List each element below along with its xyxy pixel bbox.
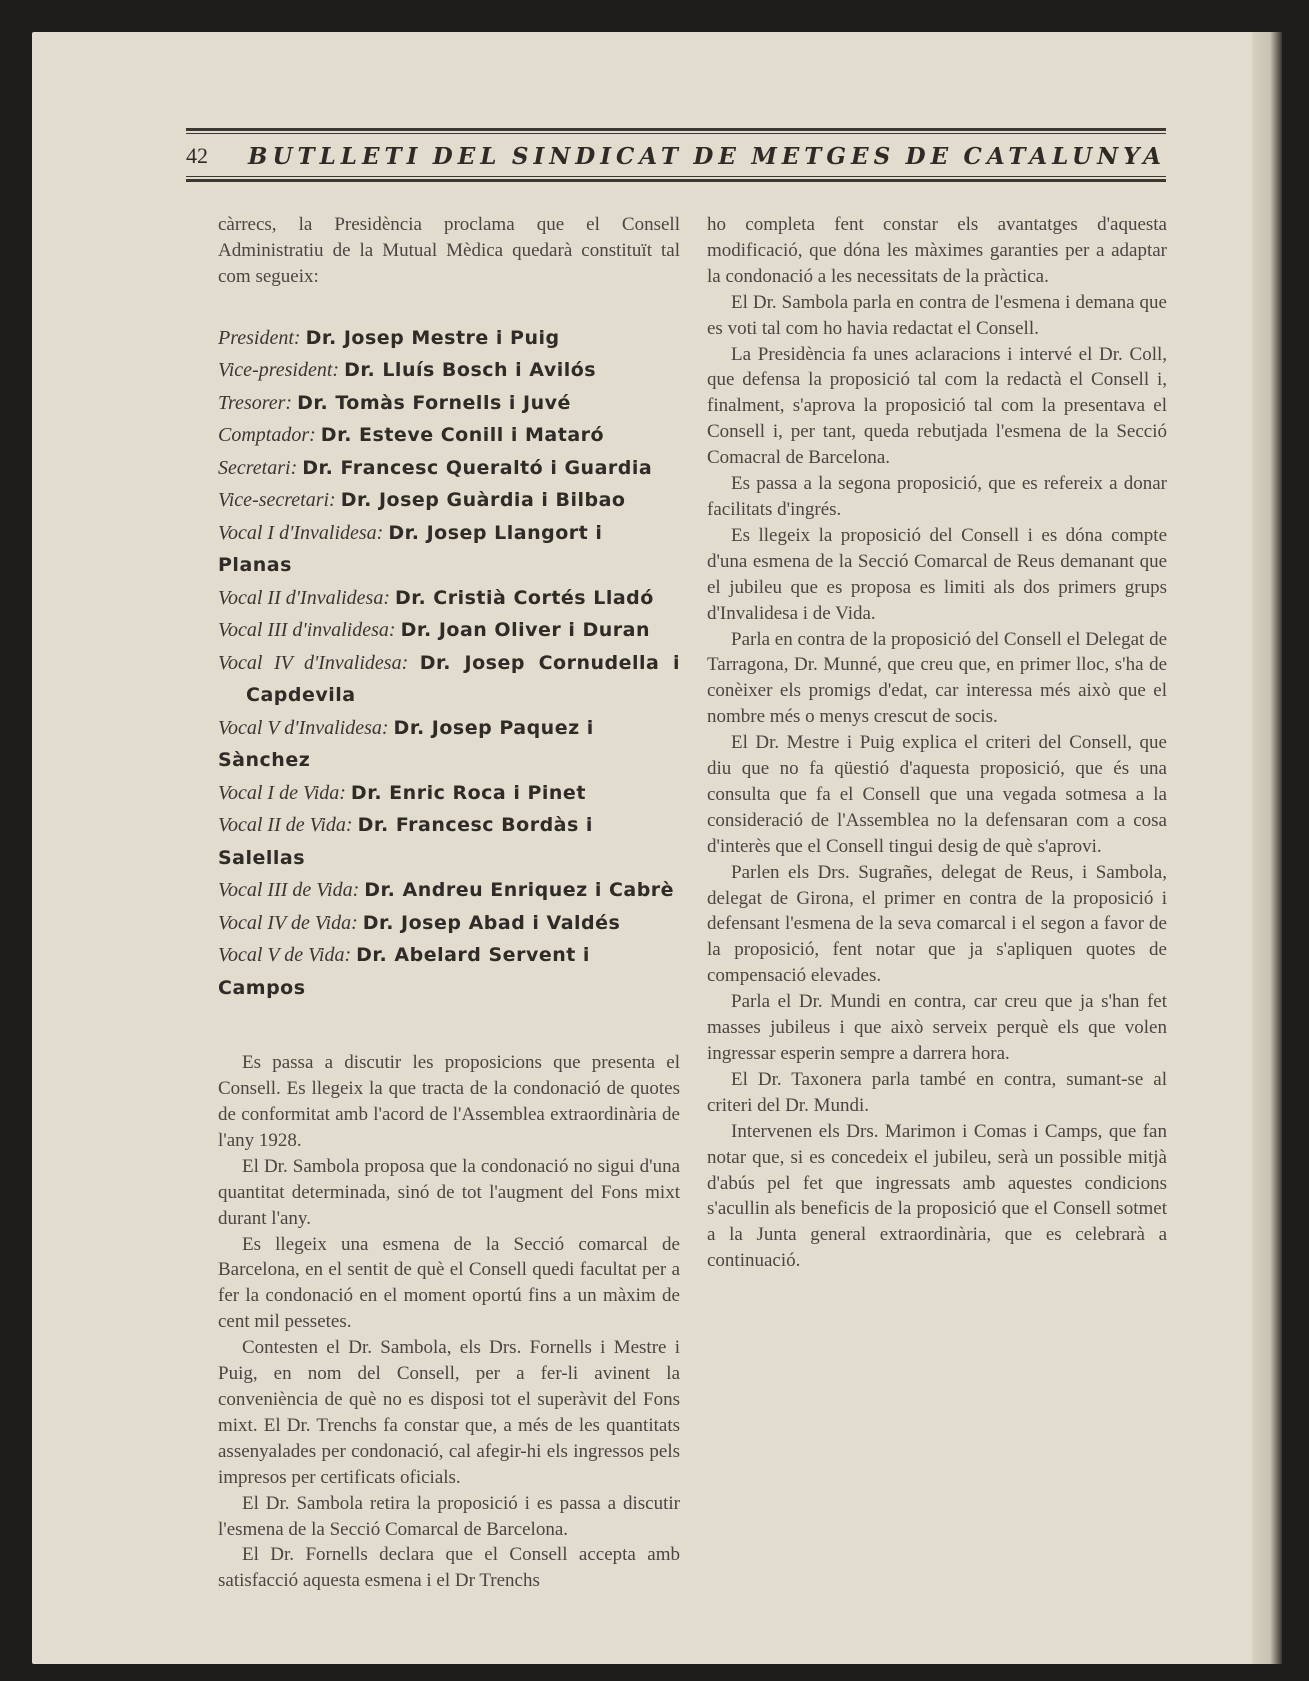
officer-name: Dr. Josep Abad i Valdés (362, 911, 621, 934)
officer-row (218, 452, 680, 485)
officer-role: Secretari: (218, 456, 298, 479)
officer-name: Dr. Enric Roca i Pinet (350, 781, 586, 804)
officer-row (218, 484, 680, 517)
title-word: BUTLLETI (248, 142, 423, 170)
intro-paragraph: càrrecs, la Presidència proclama que el Consell Administratiu de la Mutual Mèdica quedarà constituït tal com segueix: (218, 214, 680, 287)
officer-role: Tresorer: (218, 391, 293, 414)
officer-role: Vocal IV de Vida: (218, 911, 358, 934)
officer-name: Dr. Joan Oliver i Duran (400, 619, 650, 642)
title-word: CATALUNYA (963, 142, 1166, 170)
header-row (186, 140, 1166, 172)
body-paragraph: El Dr. Taxonera parla també en contra, sumant-se al criteri del Dr. Mundi. (707, 1068, 1167, 1116)
officer-role: Vocal II d'Invalidesa: (218, 586, 391, 609)
body-paragraph: El Dr. Fornells declara que el Consell accepta amb satisfacció aquesta esmena i el Dr Trenchs (218, 1544, 680, 1592)
body-paragraph: Contesten el Dr. Sambola, els Drs. Fornells i Mestre i Puig, en nom del Consell, per a fer-li avinent la conveniència de què no es disposi tot el superàvit del Fons mixt. El Dr. Trenchs fa constar que, a més de les quantitats assenyalades per condonació, cal afegir-hi els ingressos pels impresos per certificats oficials. (218, 1337, 680, 1488)
officer-name: Dr. Abelard Servent i Campos (218, 944, 590, 999)
officer-role: Vice-president: (218, 359, 340, 382)
header-rule-top-thin (186, 133, 1166, 134)
title-word: SINDICAT (511, 142, 683, 170)
officer-name: Dr. Tomàs Fornells i Juvé (297, 391, 571, 414)
officer-row (218, 939, 680, 1004)
body-paragraph: El Dr. Sambola proposa que la condonació no sigui d'una quantitat determinada, sinó de tot l'augment del Fons mixt durant l'any. (218, 1155, 680, 1229)
title-word: DE (905, 142, 954, 170)
officer-role: Vocal II de Vida: (218, 814, 353, 837)
body-paragraph: Es llegeix la proposició del Consell i es dóna compte d'una esmena de la Secció Comarcal de Reus demanant que el jubileu que es proposa es limiti als dos primers grups d'Invalidesa i de Vida. (707, 524, 1167, 624)
right-column (707, 212, 1167, 1274)
officer-row (218, 517, 680, 582)
body-paragraph: Parla en contra de la proposició del Consell el Delegat de Tarragona, Dr. Munné, que creu que, en primer lloc, s'ha de conèixer els promigs d'edat, car interessa més això que el nombre més o menys crescut de socis. (707, 628, 1167, 728)
officer-role: Vocal I de Vida: (218, 781, 346, 804)
header-rule-bottom (186, 179, 1166, 182)
title-word: DE (693, 142, 741, 170)
officer-row (218, 387, 680, 420)
officer-role: Vocal III de Vida: (218, 879, 360, 902)
officer-name: Dr. Francesc Bordàs i Salellas (218, 814, 593, 869)
officer-role: Vocal V d'Invalidesa: (218, 716, 389, 739)
body-paragraph: El Dr. Sambola parla en contra de l'esmena i demana que es voti tal com ho havia redactat el Consell. (707, 291, 1167, 339)
officer-name: Dr. Josep Llangort i Planas (218, 521, 603, 577)
officer-row (218, 582, 680, 615)
officer-row (218, 809, 680, 874)
officer-row (218, 777, 680, 810)
section-gap (218, 1004, 680, 1050)
body-paragraph: ho completa fent constar els avantatges d'aquesta modificació, que dóna les màximes garanties per a adaptar la condonació a les necessitats de la pràctica. (707, 214, 1167, 287)
header-rule-bottom-thin (186, 176, 1166, 177)
publication-title (248, 143, 1166, 170)
body-paragraph: Intervenen els Drs. Marimon i Comas i Camps, que fan notar que, si es concedeix el jubileu, serà un possible mitjà d'abús pel fet que ingressats amb aquestes condicions s'acullin als beneficis de la proposició que el Consell sotmet a la Junta general extraordinària, que es celebrarà a continuació. (707, 1120, 1167, 1272)
officer-row (218, 419, 680, 452)
officer-role: Vocal IV d'Invalidesa: (218, 651, 409, 674)
officer-role: Comptador: (218, 424, 316, 447)
body-paragraph: El Dr. Sambola retira la proposició i es passa a discutir l'esmena de la Secció Comarcal de Barcelona. (218, 1492, 680, 1540)
body-paragraph: Parla el Dr. Mundi en contra, car creu que ja s'han fet masses jubileus i que això serveix perquè els que volen ingressar esperin sempre a darrera hora. (707, 991, 1167, 1064)
officer-row (218, 874, 680, 907)
officer-row (218, 322, 680, 355)
body-paragraph: Es llegeix una esmena de la Secció comarcal de Barcelona, en el sentit de què el Consell quedi facultat per a fer la condonació en el moment oportú fins a un màxim de cent mil pessetes. (218, 1233, 680, 1333)
officer-name: Dr. Josep Cornudella i Capdevila (246, 651, 680, 707)
officer-name: Dr. Cristià Cortés Lladó (395, 586, 654, 609)
officer-name: Dr. Josep Mestre i Puig (305, 326, 560, 349)
officer-role: Vocal I d'Invalidesa: (218, 521, 384, 544)
officer-name: Dr. Esteve Conill i Mataró (320, 424, 605, 447)
title-word: DEL (432, 142, 502, 170)
running-header (186, 128, 1166, 182)
officer-name: Dr. Francesc Queraltó i Guardia (302, 456, 653, 479)
officer-name: Dr. Lluís Bosch i Avilós (344, 359, 597, 382)
officer-row (218, 712, 680, 777)
body-paragraph: Es passa a discutir les proposicions que presenta el Consell. Es llegeix la que tracta de la condonació de quotes de conformitat amb l'acord de l'Assemblea extraordinària de l'any 1928. (218, 1052, 680, 1151)
officer-role: Vice-secretari: (218, 489, 336, 512)
body-paragraph: El Dr. Mestre i Puig explica el criteri del Consell, que diu que no fa qüestió d'aquesta proposició, que és una consulta que fa el Consell que una vegada sotmesa a la consideració de l'Assemblea no la defensaran com a cosa d'interès que el Consell tingui desig de què s'aprovi. (707, 732, 1167, 857)
title-word: METGES (751, 142, 896, 170)
officer-row (218, 354, 680, 387)
officer-row (218, 614, 680, 647)
officer-role: President: (218, 326, 301, 349)
officer-name: Dr. Josep Guàrdia i Bilbao (340, 489, 626, 512)
header-rule-top (186, 128, 1166, 131)
officer-row (218, 647, 680, 712)
council-roster (218, 322, 680, 1005)
body-paragraph: La Presidència fa unes aclaracions i intervé el Dr. Coll, que defensa la proposició tal com la redactà el Consell i, finalment, s'aprova la proposició tal com la presentava el Consell i, per tant, queda rebutjada l'esmena de la Secció Comacral de Barcelona. (707, 343, 1167, 469)
left-column (218, 212, 680, 1594)
body-paragraph: Parlen els Drs. Sugrañes, delegat de Reus, i Sambola, delegat de Girona, el primer en contra de la proposició i defensant l'esmena de la seva comarcal i el segon a favor de la proposició, fent notar que ja s'apliquen quotes de compensació elevades. (707, 861, 1167, 987)
officer-name: Dr. Andreu Enriquez i Cabrè (364, 879, 675, 902)
page-number: 42 (186, 143, 208, 168)
officer-role: Vocal V de Vida: (218, 944, 352, 967)
officer-row (218, 907, 680, 940)
officer-name: Dr. Josep Paquez i Sànchez (218, 716, 594, 772)
officer-role: Vocal III d'invalidesa: (218, 619, 396, 642)
page-edge-shadow (1252, 32, 1282, 1664)
body-paragraph: Es passa a la segona proposició, que es refereix a donar facilitats d'ingrés. (707, 473, 1167, 520)
